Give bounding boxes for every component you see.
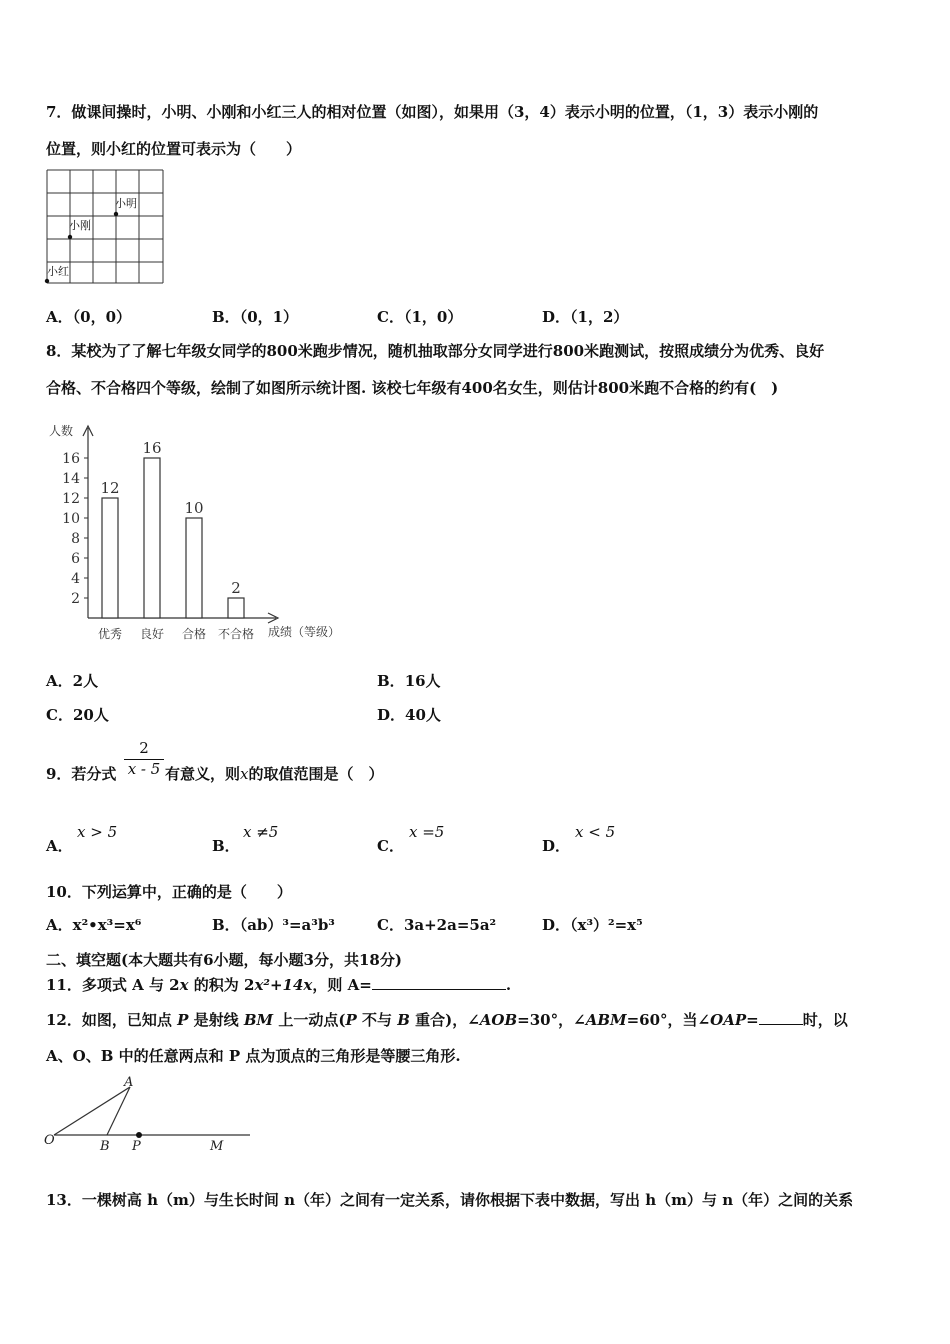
q10-option-d[interactable]	[542, 915, 643, 935]
q9-option-b-expr: x ≠5	[243, 823, 279, 841]
x-category-label: 合格	[181, 627, 207, 641]
q8-option-a-letter: A．	[46, 672, 73, 690]
label-M: M	[210, 1139, 224, 1154]
y-tick-label: 4	[71, 571, 80, 587]
q8-stem-line1: 8．某校为了了解七年级女同学的800米跑步情况，随机抽取部分女同学进行800米跑测试，按照成绩分为优秀、良好	[46, 342, 825, 360]
bar-value-label: 10	[184, 499, 204, 517]
q9-option-d-letter[interactable]: D．	[542, 837, 571, 855]
q12-aob: AOB	[479, 1011, 518, 1029]
q7-option-b[interactable]	[212, 307, 298, 327]
q9-option-b-letter[interactable]: B．	[212, 837, 240, 855]
x-category-label: 不合格	[217, 627, 255, 641]
y-tick-label: 6	[71, 551, 80, 567]
q12-t4: 不与	[356, 1011, 398, 1029]
q9-stem-prefix: 9．若分式	[46, 765, 117, 783]
q8-option-a-text: 2人	[72, 672, 99, 690]
q12-t3: 上一动点(	[273, 1011, 346, 1029]
q8-option-c[interactable]	[46, 705, 109, 725]
q9-fraction	[124, 738, 164, 778]
q12-bm: BM	[243, 1011, 274, 1029]
q10-option-b-text: （ab）³=a³b³	[239, 916, 335, 934]
q7-option-b-letter: B．	[212, 308, 240, 326]
q11-term1: x²+14x	[254, 976, 313, 994]
xiaogang-label: 小刚	[69, 219, 91, 232]
bar-value-label: 12	[100, 479, 120, 497]
q12-answer-blank[interactable]	[759, 1010, 803, 1025]
q10-option-b-letter: B．	[212, 916, 240, 934]
q9-option-a-letter[interactable]: A．	[46, 837, 73, 855]
q11-text-b: 的积为 2	[188, 976, 255, 994]
q9-stem-rest	[165, 764, 384, 784]
q12-t8: =	[746, 1011, 759, 1029]
label-B: B	[100, 1139, 110, 1154]
bar-0	[102, 498, 118, 618]
q7-stem-line2: 位置，则小红的位置可表示为（ ）	[46, 140, 302, 158]
y-tick-label: 16	[62, 451, 80, 467]
q9-option-a-expr: x > 5	[77, 823, 118, 841]
q10-option-d-letter: D．	[542, 916, 571, 934]
q7-option-c-letter: C．	[377, 308, 404, 326]
bar-value-label: 2	[231, 579, 241, 597]
q12-t9: 时，以	[802, 1011, 848, 1029]
q12-abm: ABM	[585, 1011, 627, 1029]
q7-option-a-text: （0，0）	[72, 308, 132, 326]
q7-option-c-text: （1，0）	[403, 308, 463, 326]
q8-option-d-letter: D．	[377, 706, 406, 724]
q9-numerator: 2	[139, 739, 149, 757]
bar-value-label: 16	[142, 439, 162, 457]
label-A: A	[124, 1075, 134, 1090]
q7-stem-line1: 7．做课间操时，小明、小刚和小红三人的相对位置（如图），如果用（3，4）表示小明的位置，（1，3）表示小刚的	[46, 103, 819, 121]
q10-option-a-letter: A．	[46, 916, 73, 934]
q9-option-c-expr: x =5	[409, 823, 445, 841]
q8-option-a[interactable]	[46, 671, 98, 691]
y-tick-label: 14	[62, 471, 80, 487]
section2-heading: 二、填空题(本大题共有6小题，每小题3分，共18分)	[46, 951, 402, 969]
q12-p: P	[177, 1011, 189, 1029]
xiaohong-point	[45, 279, 49, 283]
y-tick-label: 2	[71, 591, 80, 607]
q11-text-c: ，则 A=	[312, 976, 372, 994]
xiaoming-label: 小明	[115, 197, 137, 210]
q7-option-d-text: （1，2）	[570, 308, 629, 326]
q9-suffix-b: 的取值范围是（ ）	[248, 765, 384, 783]
q12-t2: 是射线	[188, 1011, 244, 1029]
xiaohong-label: 小红	[47, 265, 69, 278]
bar-2	[186, 518, 202, 618]
q10-option-c-text: 3a+2a=5a²	[403, 916, 497, 934]
xiaoming-point	[114, 212, 118, 216]
q10-option-c[interactable]	[377, 915, 496, 935]
q10-option-d-text: （x³）²=x⁵	[570, 916, 643, 934]
q11-end: .	[505, 976, 512, 994]
q8-stem-line2: 合格、不合格四个等级，绘制了如图所示统计图. 该校七年级有400名女生，则估计800米跑不合格的约有( )	[46, 379, 779, 397]
q9-denominator: x - 5	[127, 760, 161, 778]
q11-var1: x	[179, 976, 189, 994]
q13-stem-line1: 13．一棵树高 h（m）与生长时间 n（年）之间有一定关系，请你根据下表中数据，写出 h（m）与 n（年）之间的关系	[46, 1191, 854, 1209]
q10-option-c-letter: C．	[377, 916, 404, 934]
label-P: P	[132, 1139, 141, 1154]
label-O: O	[44, 1133, 55, 1148]
q12-t1: 12．如图，已知点	[46, 1011, 178, 1029]
q8-bar-chart	[40, 418, 360, 648]
q10-option-a-text: x²•x³=x⁶	[72, 916, 142, 934]
q12-ray-diagram	[40, 1072, 255, 1158]
q8-option-d[interactable]	[377, 705, 441, 725]
q7-option-b-text: （0，1）	[239, 308, 299, 326]
y-tick-label: 12	[62, 491, 80, 507]
q12-t5: 重合)，∠	[409, 1011, 480, 1029]
q12-t7: =60°，当∠	[626, 1011, 711, 1029]
q10-option-b[interactable]	[212, 915, 335, 935]
q9-option-d-expr: x < 5	[575, 823, 616, 841]
q12-p2: P	[345, 1011, 357, 1029]
bar-3	[228, 598, 244, 618]
q8-option-d-text: 40人	[405, 706, 441, 724]
q12-stem-line1	[46, 1010, 848, 1030]
bar-1	[144, 458, 160, 618]
q11-stem	[46, 975, 511, 995]
x-category-label: 优秀	[97, 627, 123, 641]
point-P	[136, 1132, 142, 1138]
q12-b: B	[397, 1011, 410, 1029]
x-category-label: 良好	[139, 627, 165, 641]
q8-option-c-text: 20人	[72, 706, 109, 724]
q11-text-a: 11．多项式 A 与 2	[46, 976, 180, 994]
q12-stem-line2: A、O、B 中的任意两点和 P 点为顶点的三角形是等腰三角形.	[46, 1047, 461, 1065]
q12-t6: =30°，∠	[517, 1011, 586, 1029]
q7-option-d[interactable]	[542, 307, 628, 327]
q9-option-c-letter[interactable]: C．	[377, 837, 404, 855]
q7-option-c[interactable]	[377, 307, 462, 327]
q8-option-b[interactable]	[377, 671, 441, 691]
q9-suffix-a: 有意义，则	[165, 765, 241, 783]
x-axis-label: 成绩（等级）	[268, 625, 341, 639]
y-axis-label: 人数	[49, 424, 74, 438]
q10-option-a[interactable]	[46, 915, 141, 935]
xiaogang-point	[68, 235, 72, 239]
q8-option-c-letter: C．	[46, 706, 73, 724]
q10-stem: 10．下列运算中，正确的是（ ）	[46, 883, 292, 901]
q8-option-b-text: 16人	[404, 672, 441, 690]
q7-option-d-letter: D．	[542, 308, 571, 326]
q8-option-b-letter: B．	[377, 672, 405, 690]
q7-option-a[interactable]	[46, 307, 131, 327]
q11-answer-blank[interactable]	[372, 975, 506, 990]
q7-option-a-letter: A．	[46, 308, 73, 326]
q7-position-grid	[44, 166, 168, 288]
y-tick-label: 10	[62, 511, 80, 527]
y-tick-label: 8	[71, 531, 80, 547]
q12-oap: OAP	[710, 1011, 747, 1029]
q9-var: x	[240, 765, 249, 783]
